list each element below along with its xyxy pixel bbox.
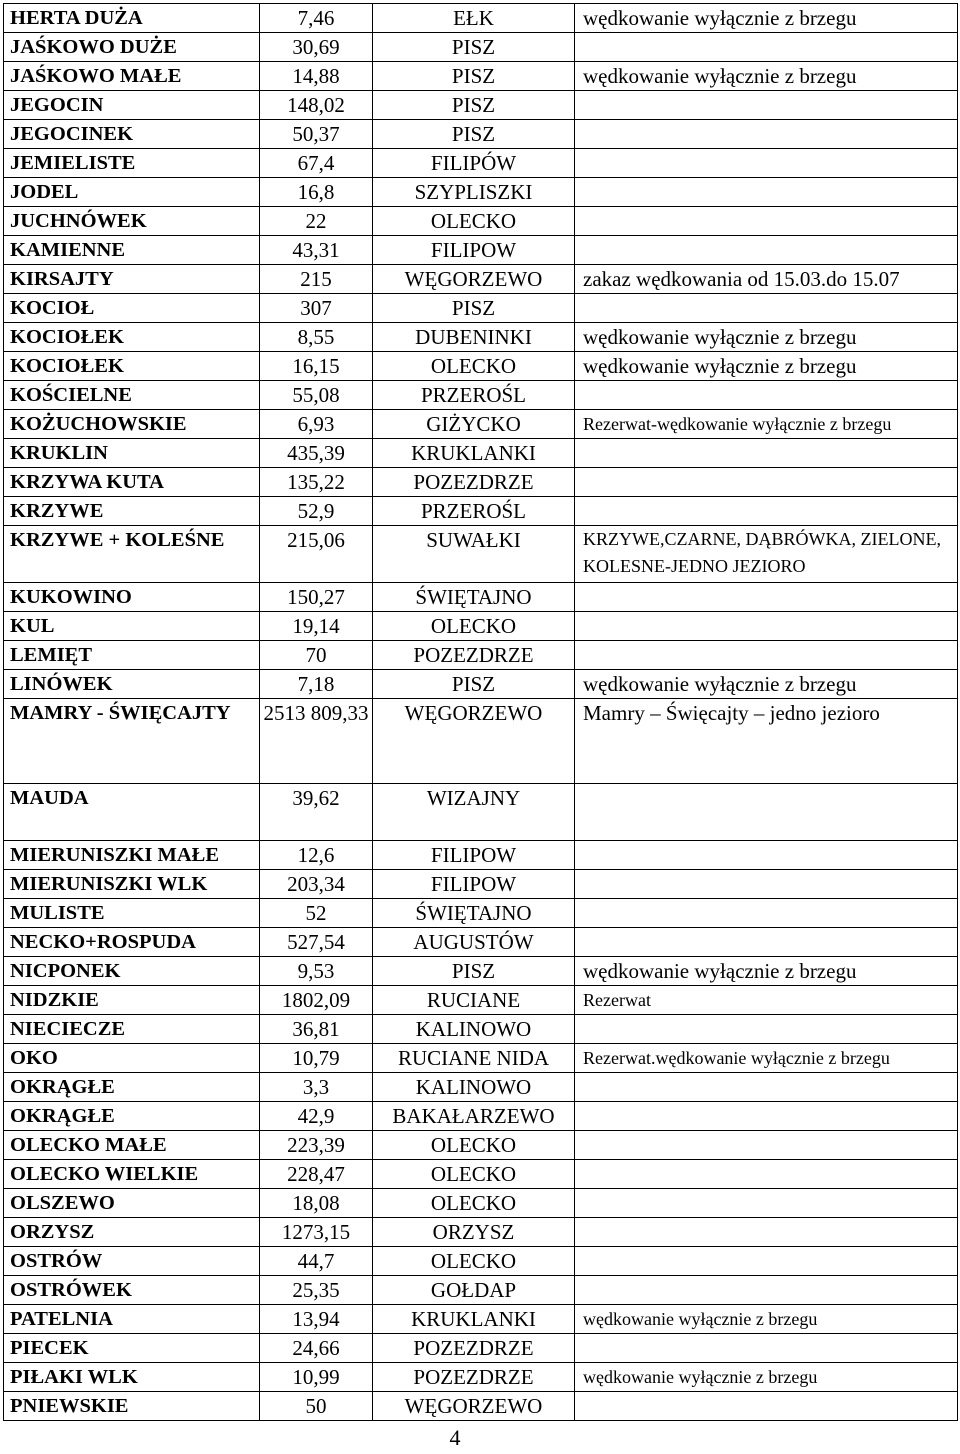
- table-row: [4, 381, 958, 410]
- lake-town-cell: PISZ: [373, 294, 575, 323]
- lake-name-cell: JODEL: [4, 178, 260, 207]
- lake-area-cell: 30,69: [260, 33, 373, 62]
- lake-area-cell: 18,08: [260, 1189, 373, 1218]
- table-row: [4, 62, 958, 91]
- lake-note-cell: [575, 149, 958, 178]
- lake-area-cell: 228,47: [260, 1160, 373, 1189]
- lake-note-cell: [575, 899, 958, 928]
- lake-town-cell: POZEZDRZE: [373, 641, 575, 670]
- lake-name-cell: NIECIECZE: [4, 1015, 260, 1044]
- lake-town-cell: OLECKO: [373, 1131, 575, 1160]
- lake-note-cell: [575, 1015, 958, 1044]
- lake-area-cell: 9,53: [260, 957, 373, 986]
- table-row: [4, 120, 958, 149]
- lake-area-cell: 203,34: [260, 870, 373, 899]
- lake-area-cell: 16,8: [260, 178, 373, 207]
- lake-town-cell: POZEZDRZE: [373, 468, 575, 497]
- table-row: [4, 612, 958, 641]
- lake-note-cell: [575, 1102, 958, 1131]
- lake-note-cell: [575, 497, 958, 526]
- lake-town-cell: OLECKO: [373, 207, 575, 236]
- lake-name-cell: OLECKO WIELKIE: [4, 1160, 260, 1189]
- lake-name-cell: JEMIELISTE: [4, 149, 260, 178]
- lake-town-cell: PISZ: [373, 91, 575, 120]
- lake-town-cell: ŚWIĘTAJNO: [373, 899, 575, 928]
- lake-note-cell: [575, 439, 958, 468]
- lake-area-cell: 44,7: [260, 1247, 373, 1276]
- table-row: [4, 178, 958, 207]
- table-row: [4, 957, 958, 986]
- table-row: [4, 410, 958, 439]
- lake-note-cell: wędkowanie wyłącznie z brzegu: [575, 352, 958, 381]
- lake-name-cell: OSTRÓWEK: [4, 1276, 260, 1305]
- lake-name-cell: JEGOCIN: [4, 91, 260, 120]
- lake-name-cell: PNIEWSKIE: [4, 1392, 260, 1421]
- lake-note-cell: wędkowanie wyłącznie z brzegu: [575, 4, 958, 33]
- lake-note-cell: [575, 33, 958, 62]
- lake-area-cell: 8,55: [260, 323, 373, 352]
- lake-name-cell: MAMRY - ŚWIĘCAJTY: [4, 699, 260, 784]
- lake-note-cell: wędkowanie wyłącznie z brzegu: [575, 62, 958, 91]
- lake-area-cell: 215: [260, 265, 373, 294]
- lake-town-cell: FILIPÓW: [373, 149, 575, 178]
- lake-area-cell: 36,81: [260, 1015, 373, 1044]
- lake-town-cell: OLECKO: [373, 612, 575, 641]
- lake-name-cell: LEMIĘT: [4, 641, 260, 670]
- table-row: [4, 583, 958, 612]
- table-row: [4, 468, 958, 497]
- lakes-table-body: [4, 4, 958, 1421]
- lake-area-cell: 12,6: [260, 841, 373, 870]
- lake-town-cell: KALINOWO: [373, 1015, 575, 1044]
- lake-town-cell: KRUKLANKI: [373, 1305, 575, 1334]
- lake-name-cell: MAUDA: [4, 784, 260, 841]
- lake-town-cell: PISZ: [373, 670, 575, 699]
- lake-note-cell: [575, 1218, 958, 1247]
- lake-town-cell: FILIPOW: [373, 870, 575, 899]
- lake-name-cell: KOCIOŁEK: [4, 352, 260, 381]
- table-row: [4, 1392, 958, 1421]
- lake-area-cell: 16,15: [260, 352, 373, 381]
- table-row: [4, 33, 958, 62]
- lake-note-cell: wędkowanie wyłącznie z brzegu: [575, 1363, 958, 1392]
- lake-town-cell: WĘGORZEWO: [373, 1392, 575, 1421]
- lake-note-cell: [575, 1131, 958, 1160]
- lake-note-cell: [575, 583, 958, 612]
- table-row: [4, 294, 958, 323]
- table-row: [4, 352, 958, 381]
- lake-note-cell: [575, 1073, 958, 1102]
- lake-note-cell: wędkowanie wyłącznie z brzegu: [575, 670, 958, 699]
- lake-name-cell: OKRĄGŁE: [4, 1073, 260, 1102]
- lake-name-cell: KOCIOŁ: [4, 294, 260, 323]
- lake-note-cell: [575, 870, 958, 899]
- lake-town-cell: ORZYSZ: [373, 1218, 575, 1247]
- lake-name-cell: JAŚKOWO MAŁE: [4, 62, 260, 91]
- lake-town-cell: OLECKO: [373, 1247, 575, 1276]
- table-row: [4, 641, 958, 670]
- lake-area-cell: 1802,09: [260, 986, 373, 1015]
- lake-name-cell: PATELNIA: [4, 1305, 260, 1334]
- lake-town-cell: PISZ: [373, 62, 575, 91]
- table-row: [4, 265, 958, 294]
- lake-name-cell: OKO: [4, 1044, 260, 1073]
- table-row: [4, 784, 958, 841]
- lake-area-cell: 24,66: [260, 1334, 373, 1363]
- lake-area-cell: 13,94: [260, 1305, 373, 1334]
- lake-name-cell: OLSZEWO: [4, 1189, 260, 1218]
- lake-area-cell: 7,18: [260, 670, 373, 699]
- lake-note-cell: [575, 928, 958, 957]
- lake-area-cell: 148,02: [260, 91, 373, 120]
- table-row: [4, 91, 958, 120]
- lake-note-cell: wędkowanie wyłącznie z brzegu: [575, 957, 958, 986]
- lake-town-cell: PISZ: [373, 957, 575, 986]
- lake-name-cell: PIECEK: [4, 1334, 260, 1363]
- lake-area-cell: 67,4: [260, 149, 373, 178]
- lake-area-cell: 25,35: [260, 1276, 373, 1305]
- lake-town-cell: FILIPOW: [373, 841, 575, 870]
- lake-note-cell: [575, 1189, 958, 1218]
- lake-name-cell: KRZYWA KUTA: [4, 468, 260, 497]
- lake-name-cell: KUL: [4, 612, 260, 641]
- page-number: 4: [449, 1425, 461, 1450]
- lake-note-cell: [575, 294, 958, 323]
- lake-name-cell: KOŚCIELNE: [4, 381, 260, 410]
- lake-name-cell: OKRĄGŁE: [4, 1102, 260, 1131]
- lake-town-cell: KRUKLANKI: [373, 439, 575, 468]
- lake-town-cell: GIŻYCKO: [373, 410, 575, 439]
- table-row: [4, 1276, 958, 1305]
- table-row: [4, 699, 958, 784]
- lake-area-cell: 55,08: [260, 381, 373, 410]
- lake-area-cell: 527,54: [260, 928, 373, 957]
- table-row: [4, 1015, 958, 1044]
- lake-town-cell: POZEZDRZE: [373, 1363, 575, 1392]
- lake-note-cell: [575, 1276, 958, 1305]
- lake-town-cell: DUBENINKI: [373, 323, 575, 352]
- lake-area-cell: 2513 809,33: [260, 699, 373, 784]
- lake-area-cell: 22: [260, 207, 373, 236]
- lake-name-cell: KRUKLIN: [4, 439, 260, 468]
- lake-town-cell: GOŁDAP: [373, 1276, 575, 1305]
- lake-name-cell: MULISTE: [4, 899, 260, 928]
- table-row: [4, 526, 958, 583]
- lake-area-cell: 10,99: [260, 1363, 373, 1392]
- lake-town-cell: RUCIANE: [373, 986, 575, 1015]
- lake-name-cell: NIDZKIE: [4, 986, 260, 1015]
- lake-town-cell: OLECKO: [373, 352, 575, 381]
- lake-note-cell: [575, 1160, 958, 1189]
- lake-town-cell: ŚWIĘTAJNO: [373, 583, 575, 612]
- lake-area-cell: 10,79: [260, 1044, 373, 1073]
- lake-town-cell: WĘGORZEWO: [373, 699, 575, 784]
- table-row: [4, 1305, 958, 1334]
- lake-name-cell: PIŁAKI WLK: [4, 1363, 260, 1392]
- lake-area-cell: 52: [260, 899, 373, 928]
- lake-name-cell: KRZYWE: [4, 497, 260, 526]
- lake-area-cell: 42,9: [260, 1102, 373, 1131]
- lake-area-cell: 3,3: [260, 1073, 373, 1102]
- table-row: [4, 323, 958, 352]
- lake-town-cell: PRZEROŚL: [373, 497, 575, 526]
- table-row: [4, 1073, 958, 1102]
- lake-area-cell: 43,31: [260, 236, 373, 265]
- lake-note-cell: [575, 207, 958, 236]
- lake-name-cell: JUCHNÓWEK: [4, 207, 260, 236]
- lake-note-cell: [575, 381, 958, 410]
- lake-area-cell: 50,37: [260, 120, 373, 149]
- table-row: [4, 1189, 958, 1218]
- lake-note-cell: [575, 236, 958, 265]
- table-row: [4, 986, 958, 1015]
- table-row: [4, 1131, 958, 1160]
- lake-area-cell: 39,62: [260, 784, 373, 841]
- lake-name-cell: MIERUNISZKI WLK: [4, 870, 260, 899]
- lake-name-cell: NICPONEK: [4, 957, 260, 986]
- lake-name-cell: LINÓWEK: [4, 670, 260, 699]
- lake-name-cell: KOŻUCHOWSKIE: [4, 410, 260, 439]
- lake-area-cell: 1273,15: [260, 1218, 373, 1247]
- lake-name-cell: NECKO+ROSPUDA: [4, 928, 260, 957]
- table-row: [4, 928, 958, 957]
- lake-area-cell: 70: [260, 641, 373, 670]
- lake-name-cell: KUKOWINO: [4, 583, 260, 612]
- lake-note-cell: Rezerwat.wędkowanie wyłącznie z brzegu: [575, 1044, 958, 1073]
- table-row: [4, 1247, 958, 1276]
- lake-town-cell: WĘGORZEWO: [373, 265, 575, 294]
- lake-note-cell: Rezerwat-wędkowanie wyłącznie z brzegu: [575, 410, 958, 439]
- lake-area-cell: 150,27: [260, 583, 373, 612]
- lake-town-cell: SUWAŁKI: [373, 526, 575, 583]
- lake-name-cell: JAŚKOWO DUŻE: [4, 33, 260, 62]
- table-row: [4, 1363, 958, 1392]
- lake-name-cell: OSTRÓW: [4, 1247, 260, 1276]
- lake-note-cell: wędkowanie wyłącznie z brzegu: [575, 1305, 958, 1334]
- lake-area-cell: 50: [260, 1392, 373, 1421]
- table-row: [4, 870, 958, 899]
- lake-note-cell: [575, 1392, 958, 1421]
- lake-name-cell: OLECKO MAŁE: [4, 1131, 260, 1160]
- lake-town-cell: POZEZDRZE: [373, 1334, 575, 1363]
- lake-note-cell: zakaz wędkowania od 15.03.do 15.07: [575, 265, 958, 294]
- lake-town-cell: EŁK: [373, 4, 575, 33]
- lake-town-cell: OLECKO: [373, 1160, 575, 1189]
- table-row: [4, 899, 958, 928]
- lake-town-cell: PISZ: [373, 120, 575, 149]
- table-row: [4, 1160, 958, 1189]
- lake-name-cell: JEGOCINEK: [4, 120, 260, 149]
- lake-note-cell: [575, 841, 958, 870]
- lake-note-cell: [575, 468, 958, 497]
- table-row: [4, 4, 958, 33]
- table-row: [4, 841, 958, 870]
- lakes-table: [3, 3, 958, 1421]
- lake-name-cell: KAMIENNE: [4, 236, 260, 265]
- lake-name-cell: MIERUNISZKI MAŁE: [4, 841, 260, 870]
- lake-note-cell: [575, 784, 958, 841]
- table-row: [4, 1218, 958, 1247]
- lake-note-cell: wędkowanie wyłącznie z brzegu: [575, 323, 958, 352]
- lake-note-cell: [575, 612, 958, 641]
- lake-name-cell: KIRSAJTY: [4, 265, 260, 294]
- lake-area-cell: 14,88: [260, 62, 373, 91]
- lake-name-cell: KRZYWE + KOLEŚNE: [4, 526, 260, 583]
- lake-town-cell: AUGUSTÓW: [373, 928, 575, 957]
- lake-area-cell: 223,39: [260, 1131, 373, 1160]
- table-row: [4, 670, 958, 699]
- lake-area-cell: 19,14: [260, 612, 373, 641]
- table-row: [4, 1102, 958, 1131]
- lake-town-cell: KALINOWO: [373, 1073, 575, 1102]
- lake-town-cell: PISZ: [373, 33, 575, 62]
- lake-town-cell: SZYPLISZKI: [373, 178, 575, 207]
- table-row: [4, 207, 958, 236]
- table-row: [4, 1334, 958, 1363]
- table-row: [4, 236, 958, 265]
- table-row: [4, 439, 958, 468]
- lake-note-cell: KRZYWE,CZARNE, DĄBRÓWKA, ZIELONE, KOLESNE-JEDNO JEZIORO: [575, 526, 958, 583]
- lake-area-cell: 307: [260, 294, 373, 323]
- lake-note-cell: Rezerwat: [575, 986, 958, 1015]
- lake-area-cell: 7,46: [260, 4, 373, 33]
- lake-note-cell: [575, 178, 958, 207]
- lake-note-cell: [575, 1247, 958, 1276]
- lake-town-cell: BAKAŁARZEWO: [373, 1102, 575, 1131]
- lake-note-cell: [575, 91, 958, 120]
- table-row: [4, 149, 958, 178]
- lake-note-cell: Mamry – Święcajty – jedno jezioro: [575, 699, 958, 784]
- lake-name-cell: HERTA DUŻA: [4, 4, 260, 33]
- lake-town-cell: PRZEROŚL: [373, 381, 575, 410]
- lake-note-cell: [575, 641, 958, 670]
- lake-note-cell: [575, 1334, 958, 1363]
- lake-town-cell: RUCIANE NIDA: [373, 1044, 575, 1073]
- table-row: [4, 497, 958, 526]
- lake-town-cell: FILIPOW: [373, 236, 575, 265]
- table-row: [4, 1044, 958, 1073]
- lake-area-cell: 6,93: [260, 410, 373, 439]
- lake-town-cell: OLECKO: [373, 1189, 575, 1218]
- lake-name-cell: KOCIOŁEK: [4, 323, 260, 352]
- lake-name-cell: ORZYSZ: [4, 1218, 260, 1247]
- lake-area-cell: 435,39: [260, 439, 373, 468]
- lake-area-cell: 52,9: [260, 497, 373, 526]
- lake-note-cell: [575, 120, 958, 149]
- lake-area-cell: 215,06: [260, 526, 373, 583]
- lake-town-cell: WIZAJNY: [373, 784, 575, 841]
- lake-area-cell: 135,22: [260, 468, 373, 497]
